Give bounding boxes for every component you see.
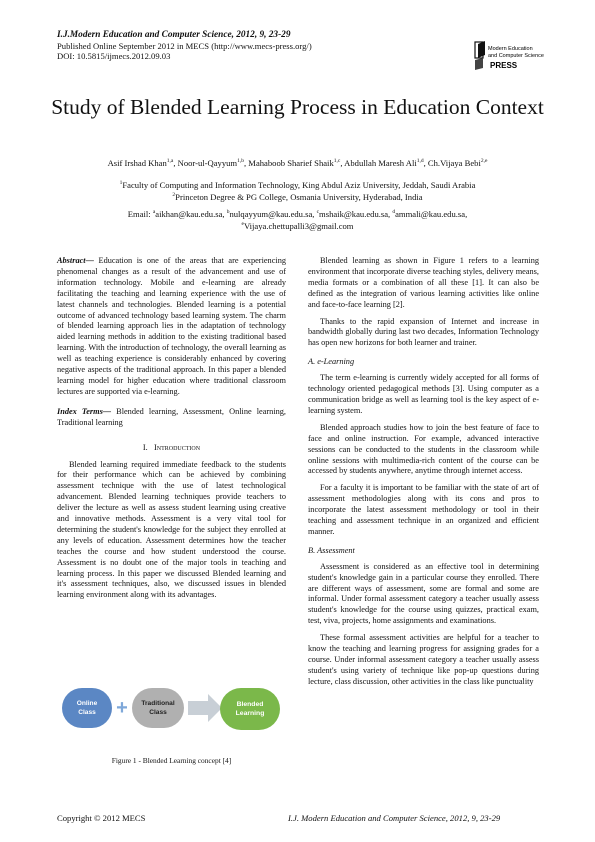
aff-text: Faculty of Computing and Information Technology, King Abdul Aziz University, Jeddah, Saudi Arabia [122, 180, 476, 190]
blended-learning-box [220, 688, 280, 730]
email-sup: b [226, 209, 230, 216]
right-column [308, 256, 539, 694]
author-name: Mahaboob Sharief Shaik [248, 158, 334, 168]
email-sup: c [316, 209, 320, 216]
online-class-label-2: Class [78, 709, 96, 716]
email: nulqayyum@kau.edu.sa, [229, 209, 317, 219]
intro-paragraph: Blended learning required immediate feedback to the students for their performance which can be achieved by combining assessment technique with the use of latest technological advancement. Blended learning techniques provide teachers to deliver the lecture as well as assess student learning using creative and innovative methods. Assessment is a very vital tool for determining the student's knowledge for the subject they enrolled at any levels of education. Assessment determines how the teacher teaches the course and how student understood the course. Assessment is no doubt one of the major tools in teaching and learning process. In this paper we discussed Blended learning and it's assessment techniques, also, we discussed issues in blended learning environment along with its advantages. [57, 459, 286, 600]
footer-journal: I.J. Modern Education and Computer Science, 2012, 9, 23-29 [288, 813, 501, 823]
abstract-label: Abstract— [57, 256, 94, 265]
abstract-text: Education is one of the areas that are experiencing phenomenal changes as a result of the advancement and use of information technology. Mobile and e-learning are already facilitating the teaching and learning experience with the use of latest channels and technologies. Blended learning is a potential outcome of advanced technology based learning system. The charm of blended learning approach lies in the adaptation of technology aided learning methods in addition to the existing traditional based learning. With the introduction of technology, the overall learning as well as teaching experience is considerably enhanced by covering negative aspects of the traditional approach. In this paper a blended learning model for higher education where traditional classroom lectures are supported via e-learning. [57, 256, 286, 396]
logo-text-2: and Computer Science [488, 53, 544, 59]
figure-1-diagram [60, 680, 285, 736]
paragraph: These formal assessment activities are helpful for a teacher to know the teaching and learning progress for assigning grades for a course. Under informal assessment category a teacher usually assess student's using variety of technique like pop-up questions during lecture, class discussion, other activities in the class like punctuality [308, 633, 539, 686]
publisher-logo [474, 38, 544, 76]
author-sup: 2,e [480, 158, 488, 165]
affiliation-1 [40, 180, 555, 191]
aff-sup: 2 [172, 192, 176, 199]
author-name: Noor-ul-Qayyum [177, 158, 238, 168]
email-sup: d [392, 209, 396, 216]
traditional-class-label-2: Class [149, 709, 167, 716]
journal-name: I.J.Modern Education and Computer Science, 2012, 9, 23-29 [57, 30, 291, 40]
plus-icon: + [116, 697, 128, 719]
footer-copyright: Copyright © 2012 MECS [57, 813, 146, 823]
traditional-class-label-1: Traditional [141, 700, 175, 707]
author-sup: 1,c [333, 158, 341, 165]
author-sup: 1,a [166, 158, 174, 165]
email-label: Email: [127, 209, 153, 219]
section-number: I. [142, 442, 148, 452]
paragraph: The term e-learning is currently widely accepted for all forms of technology oriented pedagogical methods [3]. Using computer as a communication bridge as well as learning tool is the key aspect of e-learning system. [308, 373, 539, 415]
affiliation-2 [40, 192, 555, 203]
email: Vijaya.chettupalli3@gmail.com [243, 221, 354, 231]
paragraph: Thanks to the rapid expansion of Internet and increase in bandwidth globally during last two decades, Information Technology has open new horizons for both learner and trainer. [308, 316, 539, 348]
aff-text: Princeton Degree & PG College, Osmania University, Hyderabad, India [175, 192, 423, 202]
email-line [40, 209, 555, 220]
doi-line: DOI: 10.5815/ijmecs.2012.09.03 [57, 51, 171, 62]
subsection-heading: A. e-Learning [308, 357, 355, 367]
aff-sup: 1 [119, 180, 123, 187]
paragraph: For a faculty it is important to be familiar with the state of art of assessment methodologies along with its cons and pros to incorporate the latest assessment methodology or tool in their teaching and assessment technique in an organized and efficient manner. [308, 483, 539, 536]
section-heading [57, 443, 286, 454]
author-name: Asif Irshad Khan [107, 158, 167, 168]
arrow-right-icon [188, 694, 222, 722]
author-name: Abdullah Maresh Ali [344, 158, 417, 168]
index-terms [57, 407, 286, 429]
logo-text-1: Modern Education [488, 46, 533, 52]
email: mshaik@kau.edu.sa, [319, 209, 393, 219]
author-sup: 1,d [416, 158, 424, 165]
online-class-box [62, 688, 112, 728]
email: ammali@kau.edu.sa, [395, 209, 468, 219]
blended-label-1: Blended [236, 701, 264, 708]
published-line: Published Online September 2012 in MECS (http://www.mecs-press.org/) [57, 40, 312, 51]
email: aikhan@kau.edu.sa, [155, 209, 227, 219]
index-text: Blended learning, Assessment, Online learning, Traditional learning [57, 406, 286, 427]
subsection-heading: B. Assessment [308, 545, 355, 555]
author-list: Asif Irshad Khan$^{1,a}$, Noor-ul-Qayyum$^{1,b}$, Mahaboob Sharief Shaik$^{1,c}$, Abdullah Maresh Ali$^{1,d}$, Ch.Vijaya Bebi$^{2,e}$ [107, 158, 488, 168]
index-label: Index Terms— [57, 406, 112, 416]
author-sup: 1,b [237, 158, 244, 165]
email-sup: a [152, 209, 156, 216]
email-sup: e [241, 221, 244, 228]
paragraph: Blended approach studies how to join the best feature of face to face and online instruction. For example, advanced interactive sessions can be conducted to the students in the classroom while online sessions with multimedia-rich content of the course can be accessed by students anywhere, anytime through internet access. [308, 422, 539, 476]
online-class-label-1: Online [76, 700, 98, 707]
traditional-class-box [132, 688, 184, 728]
figure-caption: Figure 1 - Blended Learning concept [4] [111, 756, 232, 765]
left-column [57, 256, 286, 607]
author-name: Ch.Vijaya Bebi [427, 158, 481, 168]
email-line-2 [40, 221, 555, 232]
blended-label-2: Learning [235, 710, 265, 717]
section-title: Introduction [153, 442, 201, 452]
paragraph: Blended learning as shown in Figure 1 refers to a learning environment that incorporate diverse teaching styles, delivery means, media formats or a combination of all these [1]. It can also be defined as the integration of various learning activities like online and face-to-face learning [2]. [308, 256, 539, 309]
abstract [57, 256, 286, 398]
logo-mark: PRESS [490, 61, 518, 70]
page-header [57, 30, 397, 62]
paragraph: Assessment is considered as an effective tool in determining student's knowledge gain in a particular course they enrolled. There are different ways of assessment, some are formal and some are informal. Under formal assessment category a teacher usually assess student's knowledge for the course using quizzes, practical exam, test, viva, projects, home assignments and examinations. [308, 561, 539, 626]
paper-title: Study of Blended Learning Process in Education Context [51, 95, 544, 119]
